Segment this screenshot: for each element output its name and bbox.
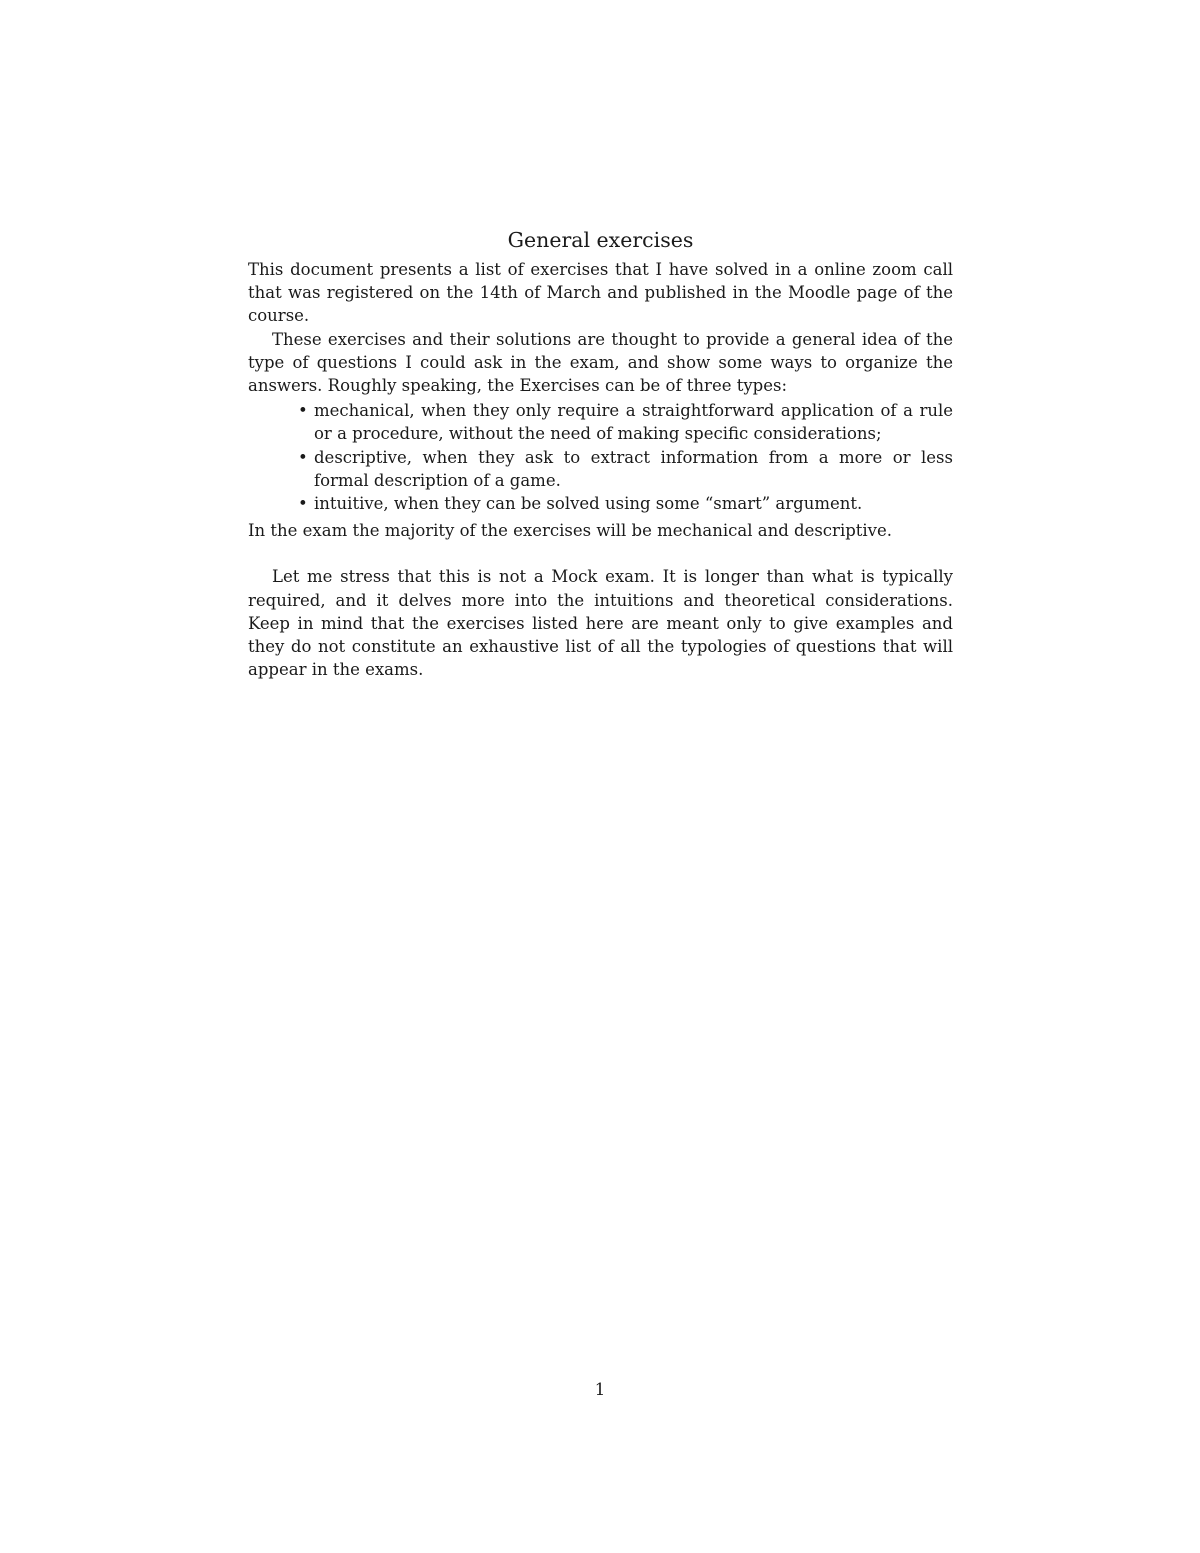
note-paragraph: Let me stress that this is not a Mock exam. It is longer than what is typically required, and it delves more into the intuitions and theoretical considerations. Keep in mind that the exercises listed here are meant only to give examples and they do not constitute an exhaustive list of all the typologies of questions that will appear in the exams. [248,567,953,680]
bullet-icon: • [298,401,308,421]
document-body [248,226,953,681]
summary-paragraph: In the exam the majority of the exercises will be mechanical and descriptive. [248,521,893,541]
list-item [298,399,953,445]
list-item-text: intuitive, when they can be solved using some “smart” argument. [314,494,863,514]
bullet-icon: • [298,494,308,514]
list-item-text: descriptive, when they ask to extract information from a more or less formal description of a game. [314,447,953,490]
exercise-types-list [248,399,953,515]
document-title: General exercises [507,228,694,252]
types-paragraph: These exercises and their solutions are thought to provide a general idea of the type of questions I could ask in the exam, and show some ways to organize the answers. Roughly speaking, the Exercises can be of three types: [248,329,953,396]
list-item [298,492,953,515]
intro-paragraph: This document presents a list of exercises that I have solved in a online zoom call that was registered on the 14th of March and published in the Moodle page of the course. [248,260,953,326]
list-item [298,446,953,492]
bullet-icon: • [298,447,308,467]
page-number: 1 [594,1380,606,1399]
paragraph-spacer [248,542,953,565]
list-item-text: mechanical, when they only require a straightforward application of a rule or a procedure, without the need of making specific considerations; [314,401,953,444]
